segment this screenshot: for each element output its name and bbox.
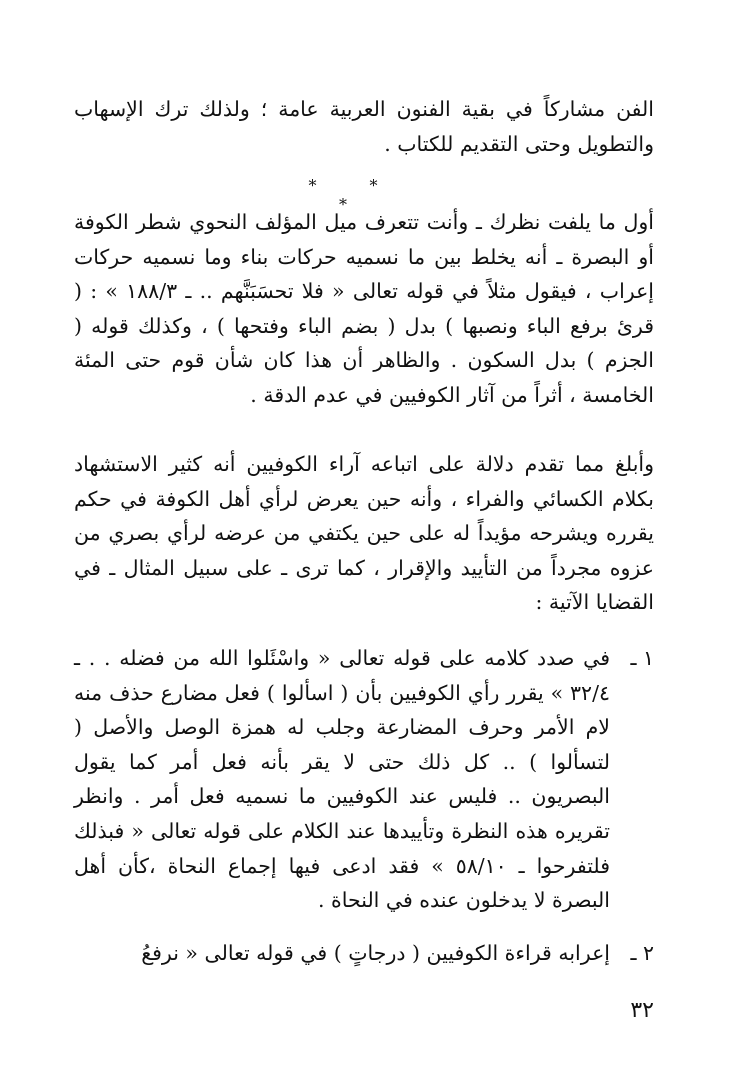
page-number: ٣٢ [630, 998, 654, 1023]
section-separator: * * * [308, 176, 402, 214]
paragraph-case-forms: أول ما يلفت نظرك ـ وأنت تتعرف ميل المؤلف النحوي شطر الكوفة أو البصرة ـ أنه يخلط بين ما نسميه حركات بناء وما نسميه حركات إعراب ، فيقول مثلاً في قوله تعالى « فلا تحسَبَنَّهم .. ـ ١٨٨/٣ » : ( قرئ برفع الباء ونصبها ) بدل ( بضم الباء وفتحها ) ، وكذلك قوله ( الجزم ) بدل السكون . والظاهر أن هذا كان شأن قوم حتى المئة الخامسة ، أثراً من آثار الكوفيين في عدم الدقة . [74, 210, 654, 407]
list-item [74, 641, 654, 918]
list-item [74, 936, 654, 971]
list-item-text: إعرابه قراءة الكوفيين ( درجاتٍ ) في قوله تعالى « نرفعُ [141, 941, 610, 965]
paragraph-intro: الفن مشاركاً في بقية الفنون العربية عامة ؛ ولذلك ترك الإسهاب والتطويل وحتى التقديم للكتاب . [74, 97, 654, 156]
list-item-number: ١ ـ [630, 646, 654, 670]
paragraph-kufan-views: وأبلغ مما تقدم دلالة على اتباعه آراء الكوفيين أنه كثير الاستشهاد بكلام الكسائي والفراء ، وأنه حين يعرض لرأي أهل الكوفة في حكم يقرره ويشرحه مؤيداً له على حين يكتفي من عرضه لرأي بصري من عزوه مجرداً من التأييد والإقرار ، كما ترى ـ على سبيل المثال ـ في القضايا الآتية : [74, 452, 654, 615]
list-item-text: في صدد كلامه على قوله تعالى « واسْئَلوا الله من فضله . . ـ ٣٢/٤ » يقرر رأي الكوفيين بأن ( اسألوا ) فعل مضارع حذف منه لام الأمر وحرف المضارعة وجلب له همزة الوصل والأصل ( لتسألوا ) .. كل ذلك حتى لا يقر بأنه فعل أمر كما يقول البصريون .. فليس عند الكوفيين ما نسميه فعل أمر . وانظر تقريره هذه النظرة وتأييدها عند الكلام على قوله تعالى « فبذلك فلتفرحوا ـ ٥٨/١٠ » فقد ادعى فيها إجماع النحاة ،كأن أهل البصرة لا يدخلون عنده في النحاة . [74, 646, 611, 913]
list-item-number: ٢ ـ [630, 941, 654, 965]
